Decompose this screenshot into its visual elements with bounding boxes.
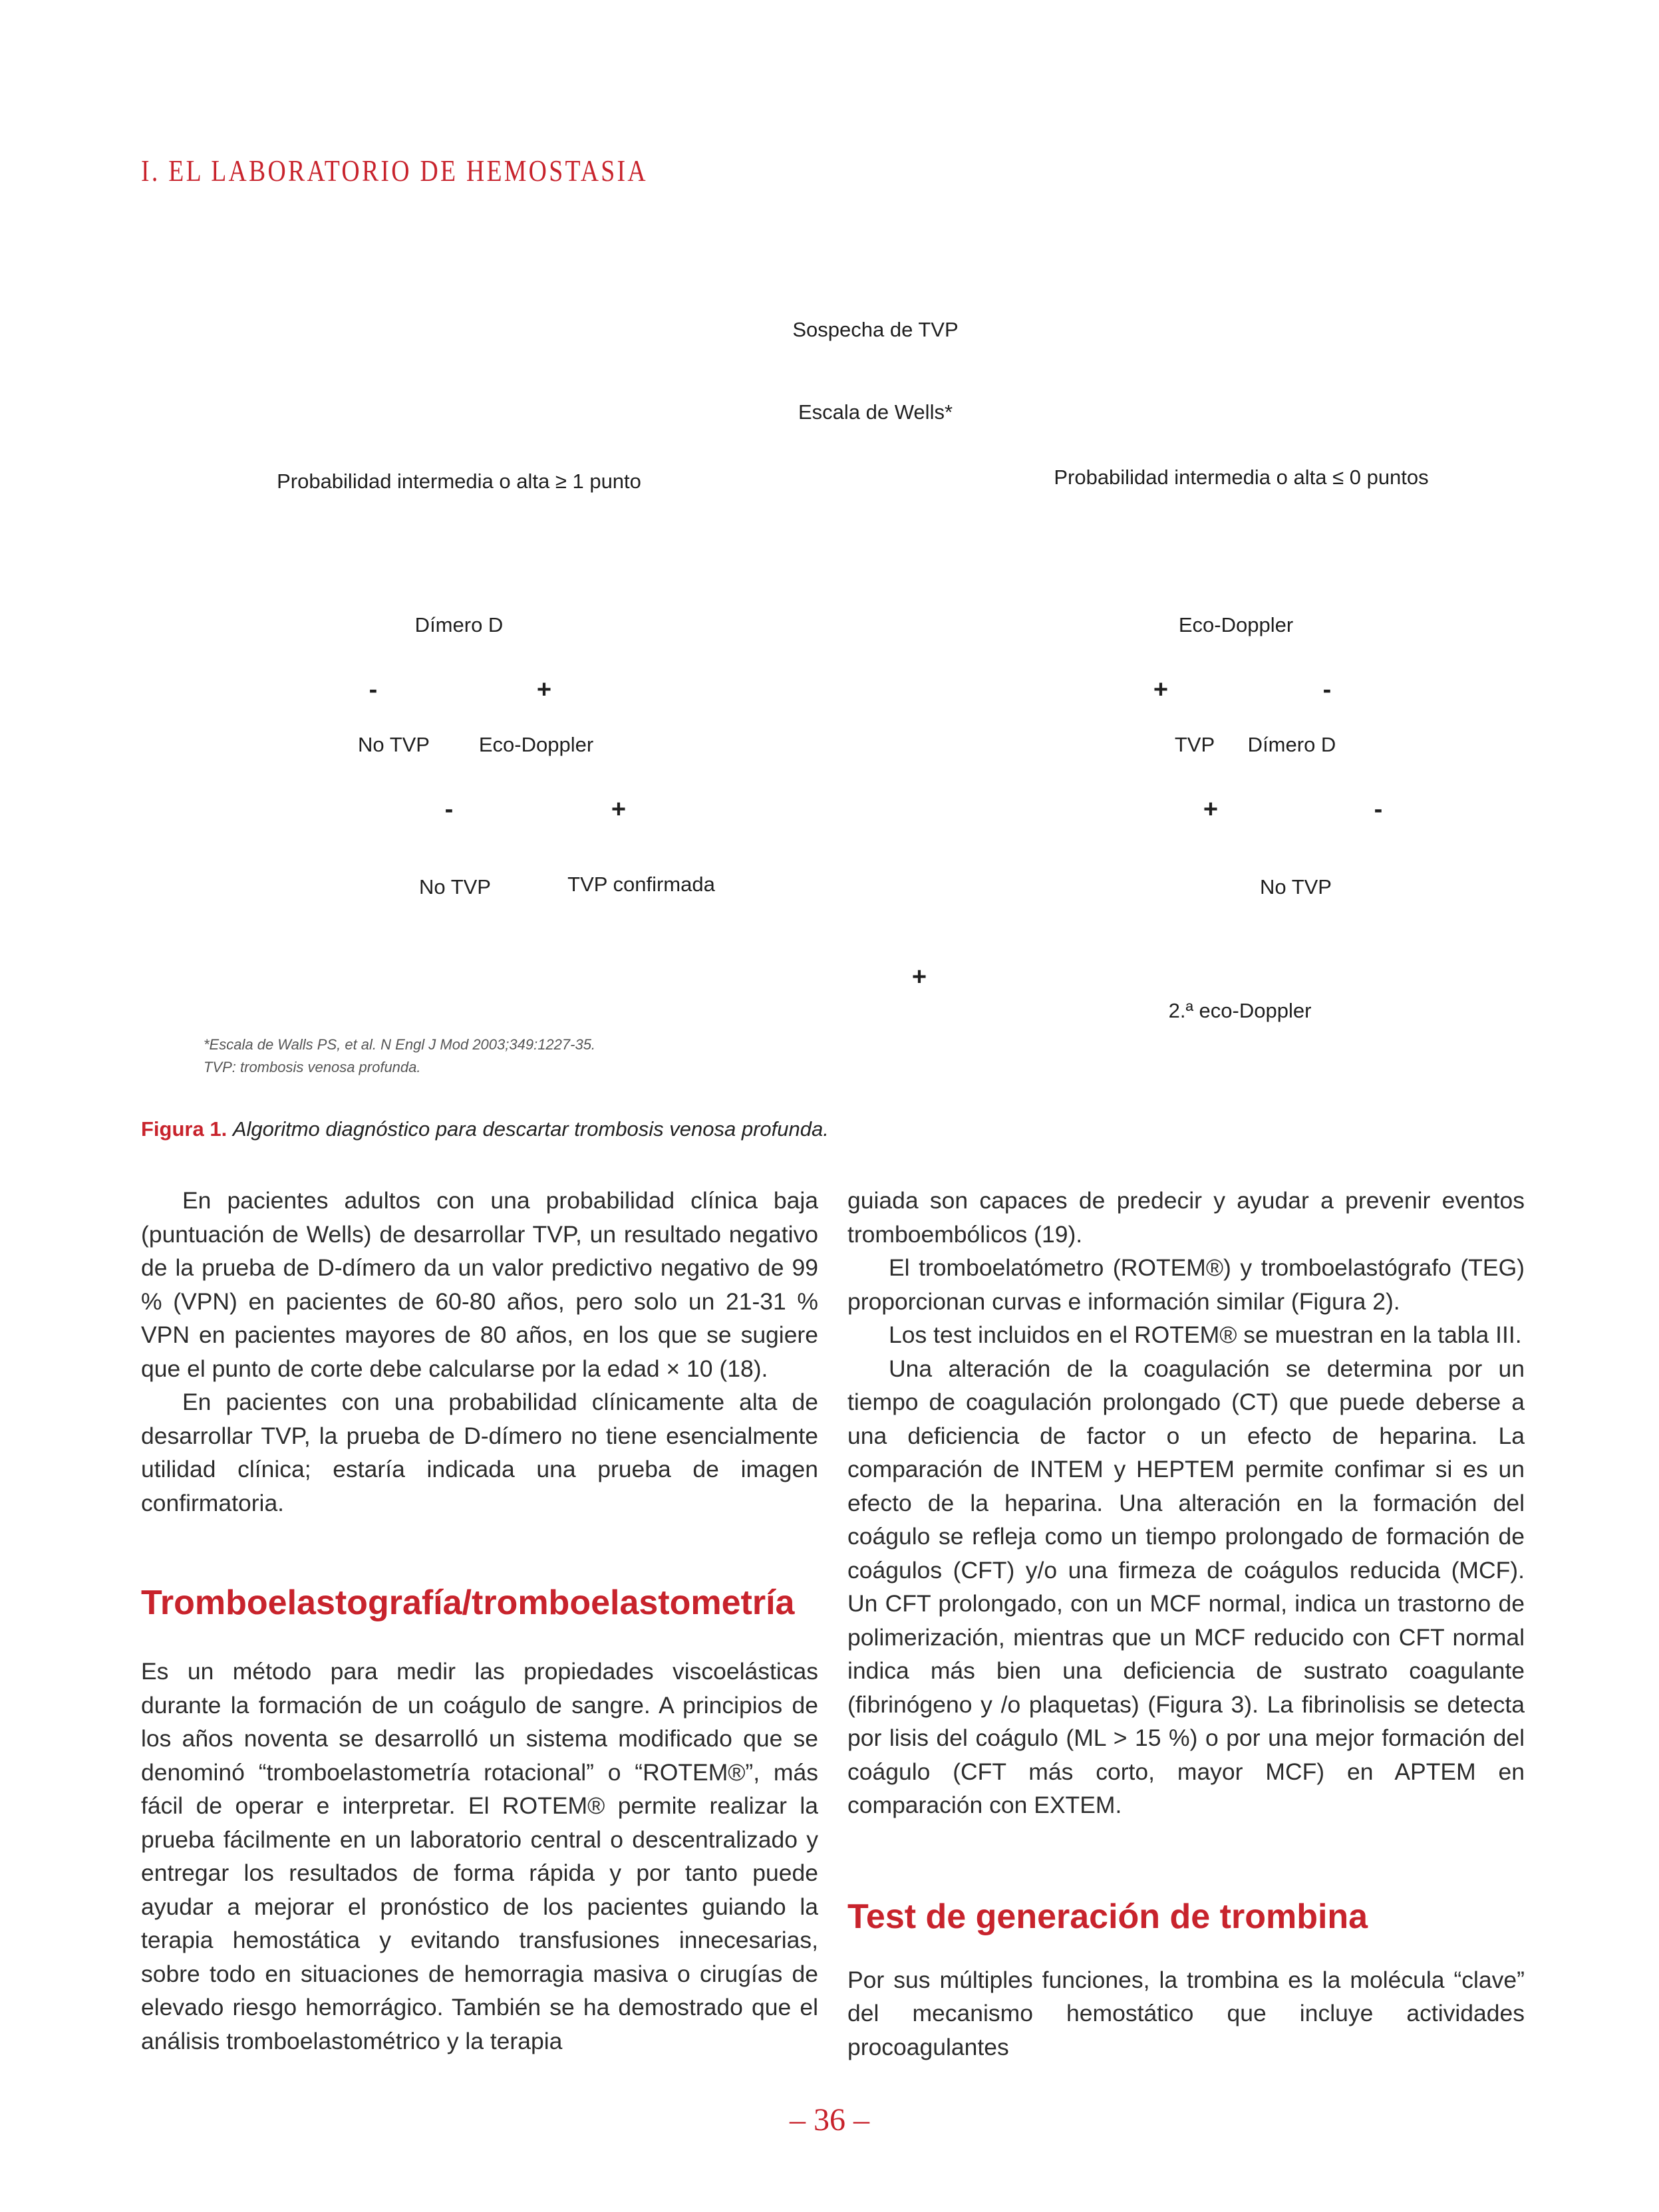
right-column bbox=[847, 1184, 1525, 2064]
right-positive-sign: + bbox=[1153, 676, 1169, 704]
flowchart-footnote-abbreviation: TVP: trombosis venosa profunda. bbox=[204, 1059, 421, 1075]
node-left-final-no-tvp: No TVP bbox=[419, 875, 491, 899]
figure-caption-text: Algoritmo diagnóstico para descartar trombosis venosa profunda. bbox=[232, 1117, 829, 1141]
node-left-no-tvp: No TVP bbox=[358, 733, 430, 756]
left-negative-sign: - bbox=[369, 676, 378, 704]
left-paragraph-3: Es un método para medir las propiedades viscoelásticas durante la formación de un coágulo de sangre. A principios de los años noventa se desarrolló un sistema modificado que se denominó “tromboelastometría rotacional” o “ROTEM®”, más fácil de operar e interpretar. El ROTEM® permite realizar la prueba fácilmente en un laboratorio central o descentralizado y entregar los resultados de forma rápida y por tanto puede ayudar a mejorar el pronóstico de los pacientes guiando la terapia hemostática y evitando transfusiones innecesarias, sobre todo en situaciones de hemorragia masiva o cirugías de elevado riesgo hemorrágico. También se ha demostrado que el análisis tromboelastométrico y la terapia bbox=[141, 1658, 818, 2054]
right-negative-sign: - bbox=[1322, 676, 1332, 704]
left-paragraph-1: En pacientes adultos con una probabilidad clínica baja (puntuación de Wells) de desarrollar TVP, un resultado negativo de la prueba de D-dímero da un valor predictivo negativo de 99 % (VPN) en pacientes de 60-80 años, pero solo un 21-31 % VPN en pacientes mayores de 80 años, en los que se sugiere que el punto de corte debe calcularse por la edad × 10 (18). bbox=[141, 1187, 818, 1382]
right-paragraph-4: Una alteración de la coagulación se determina por un tiempo de coagulación prolongado (CT) que puede deberse a una deficiencia de factor o un efecto de heparina. La comparación de INTEM y HEPTEM permite confimar si es un efecto de la heparina. Una alteración en la formación del coágulo se refleja como un tiempo prolongado de formación de coágulos (CFT) y/o una firmeza de coágulos reducida (MCF). Un CFT prolongado, con un MCF normal, indica un trastorno de polimerización, mientras que un MCF reducido con CFT normal indica más bien una deficiencia de sustrato coagulante (fibrinógeno y /o plaquetas) (Figura 3). La fibrinolisis se detecta por lisis del coágulo (ML > 15 %) o por una mejor formación del coágulo (CFT más corto, mayor MCF) en APTEM en comparación con EXTEM. bbox=[847, 1355, 1525, 1818]
diagnostic-flowchart bbox=[0, 0, 1659, 1091]
right-paragraph-2: El tromboelatómetro (ROTEM®) y tromboelastógrafo (TEG) proporcionan curvas e información similar (Figura 2). bbox=[847, 1254, 1525, 1315]
center-positive-sign: + bbox=[911, 963, 927, 991]
node-escala-wells: Escala de Wells* bbox=[798, 400, 953, 424]
node-left-eco-doppler: Eco-Doppler bbox=[478, 733, 594, 756]
section-label: I. EL LABORATORIO DE HEMOSTASIA bbox=[141, 154, 648, 188]
page-number: – 36 – bbox=[790, 2102, 869, 2138]
left-positive-sign: + bbox=[536, 676, 552, 704]
node-left-dimero: Dímero D bbox=[414, 613, 504, 636]
node-tvp-confirmada: TVP confirmada bbox=[567, 873, 715, 896]
right-dimero-positive-sign: + bbox=[1203, 795, 1219, 823]
node-sospecha-tvp: Sospecha de TVP bbox=[792, 318, 959, 341]
figure-caption bbox=[141, 1117, 829, 1141]
left-column bbox=[141, 1184, 818, 2058]
right-paragraph-3: Los test incluidos en el ROTEM® se muestran en la tabla III. bbox=[889, 1321, 1522, 1348]
node-branch-right: Probabilidad intermedia o alta ≤ 0 puntos bbox=[1054, 466, 1429, 489]
figure-label: Figura 1. bbox=[141, 1117, 227, 1141]
right-paragraph-5: Por sus múltiples funciones, la trombina es la molécula “clave” del mecanismo hemostático que incluye actividades procoagulantes bbox=[847, 1966, 1525, 2060]
node-right-no-tvp: No TVP bbox=[1260, 875, 1332, 899]
node-right-tvp: TVP bbox=[1174, 733, 1215, 756]
left-paragraph-2: En pacientes con una probabilidad clínicamente alta de desarrollar TVP, la prueba de D-dímero no tiene esencialmente utilidad clínica; estaría indicada una prueba de imagen confirmatoria. bbox=[141, 1389, 818, 1516]
node-second-eco-doppler: 2.ª eco-Doppler bbox=[1168, 999, 1312, 1022]
node-right-dimero: Dímero D bbox=[1247, 733, 1336, 756]
heading-test-generacion-trombina: Test de generación de trombina bbox=[847, 1897, 1368, 1936]
node-branch-left: Probabilidad intermedia o alta ≥ 1 punto bbox=[277, 470, 641, 493]
heading-tromboelastografia: Tromboelastografía/tromboelastometría bbox=[141, 1584, 795, 1622]
left-eco-positive-sign: + bbox=[611, 795, 627, 823]
right-dimero-negative-sign: - bbox=[1374, 795, 1383, 823]
left-eco-negative-sign: - bbox=[444, 795, 454, 823]
right-paragraph-1: guiada son capaces de predecir y ayudar a prevenir eventos tromboembólicos (19). bbox=[847, 1187, 1525, 1248]
flowchart-footnote-reference: *Escala de Walls PS, et al. N Engl J Mod 2003;349:1227-35. bbox=[204, 1036, 596, 1053]
node-right-eco-doppler: Eco-Doppler bbox=[1178, 613, 1294, 636]
